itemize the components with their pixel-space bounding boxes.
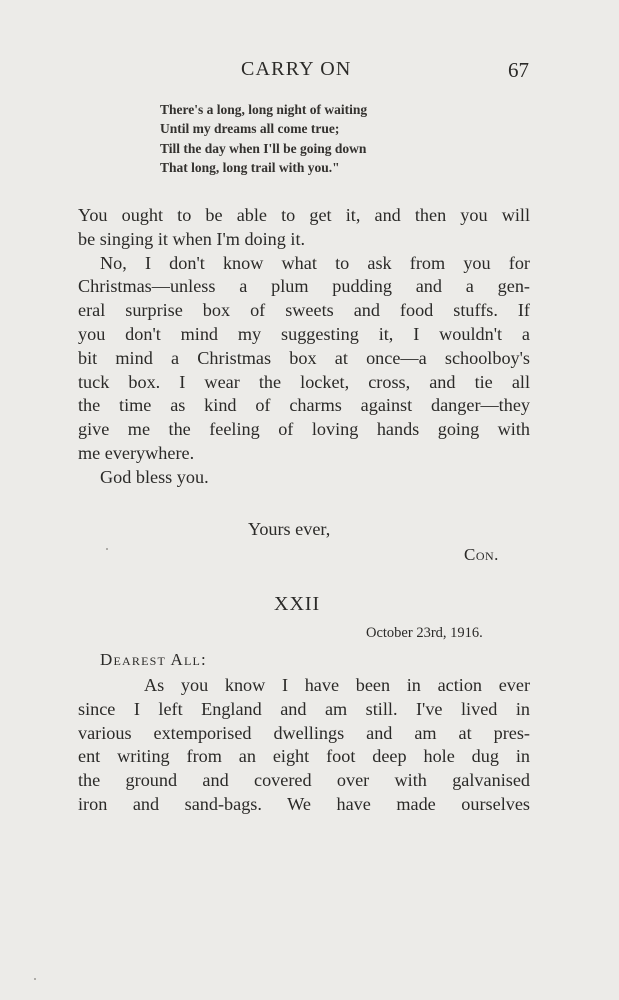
text-line: bit mind a Christmas box at once—a schoolboy's [78, 347, 530, 368]
paper-speck [34, 978, 36, 980]
text-line: give me the feeling of loving hands going with [78, 419, 530, 440]
letter-body [78, 674, 530, 817]
text-line: iron and sand-bags. We have made ourselves [78, 793, 530, 814]
verse-line: There's a long, long night of waiting [160, 102, 368, 117]
text-line: me everywhere. [78, 442, 195, 463]
verse-line: Until my dreams all come true; [160, 121, 340, 137]
letter-number: XXII [274, 593, 321, 615]
text-line: As you know I have been in action ever [144, 675, 530, 695]
verse-line: Till the day when I'll be going down [160, 140, 367, 156]
running-head [0, 58, 619, 88]
letter-body [78, 204, 530, 490]
text-line: the time as kind of charms against danger—they [78, 395, 530, 416]
text-line: God bless you. [100, 466, 209, 487]
verse-line: That long, long trail with you." [160, 159, 340, 175]
text-line: eral surprise box of sweets and food stuffs. If [78, 300, 530, 321]
text-line: the ground and covered over with galvanised [78, 770, 530, 791]
text-line: You ought to be able to get it, and then you will [78, 205, 530, 225]
running-title: CARRY ON [241, 58, 352, 80]
letter-date: October 23rd, 1916. [366, 625, 483, 641]
text-line: you don't mind my suggesting it, I wouldn't a [78, 323, 530, 344]
poem-verse [160, 100, 367, 177]
text-line: tuck box. I wear the locket, cross, and tie all [78, 371, 530, 392]
letter-salutation: Dearest All: [100, 650, 207, 669]
page-number: 67 [508, 58, 529, 82]
text-line: No, I don't know what to ask from you for [100, 252, 530, 273]
text-line: since I left England and am still. I've lived in [78, 698, 530, 719]
text-line: be singing it when I'm doing it. [78, 228, 306, 249]
text-line: Christmas—unless a plum pudding and a gen- [78, 276, 530, 297]
letter-closing: Yours ever, [248, 519, 331, 539]
text-line: ent writing from an eight foot deep hole dug in [78, 746, 530, 767]
text-line: various extemporised dwellings and am at pres- [78, 722, 530, 743]
letter-signature: Con. [464, 545, 499, 564]
paper-speck [106, 548, 108, 550]
